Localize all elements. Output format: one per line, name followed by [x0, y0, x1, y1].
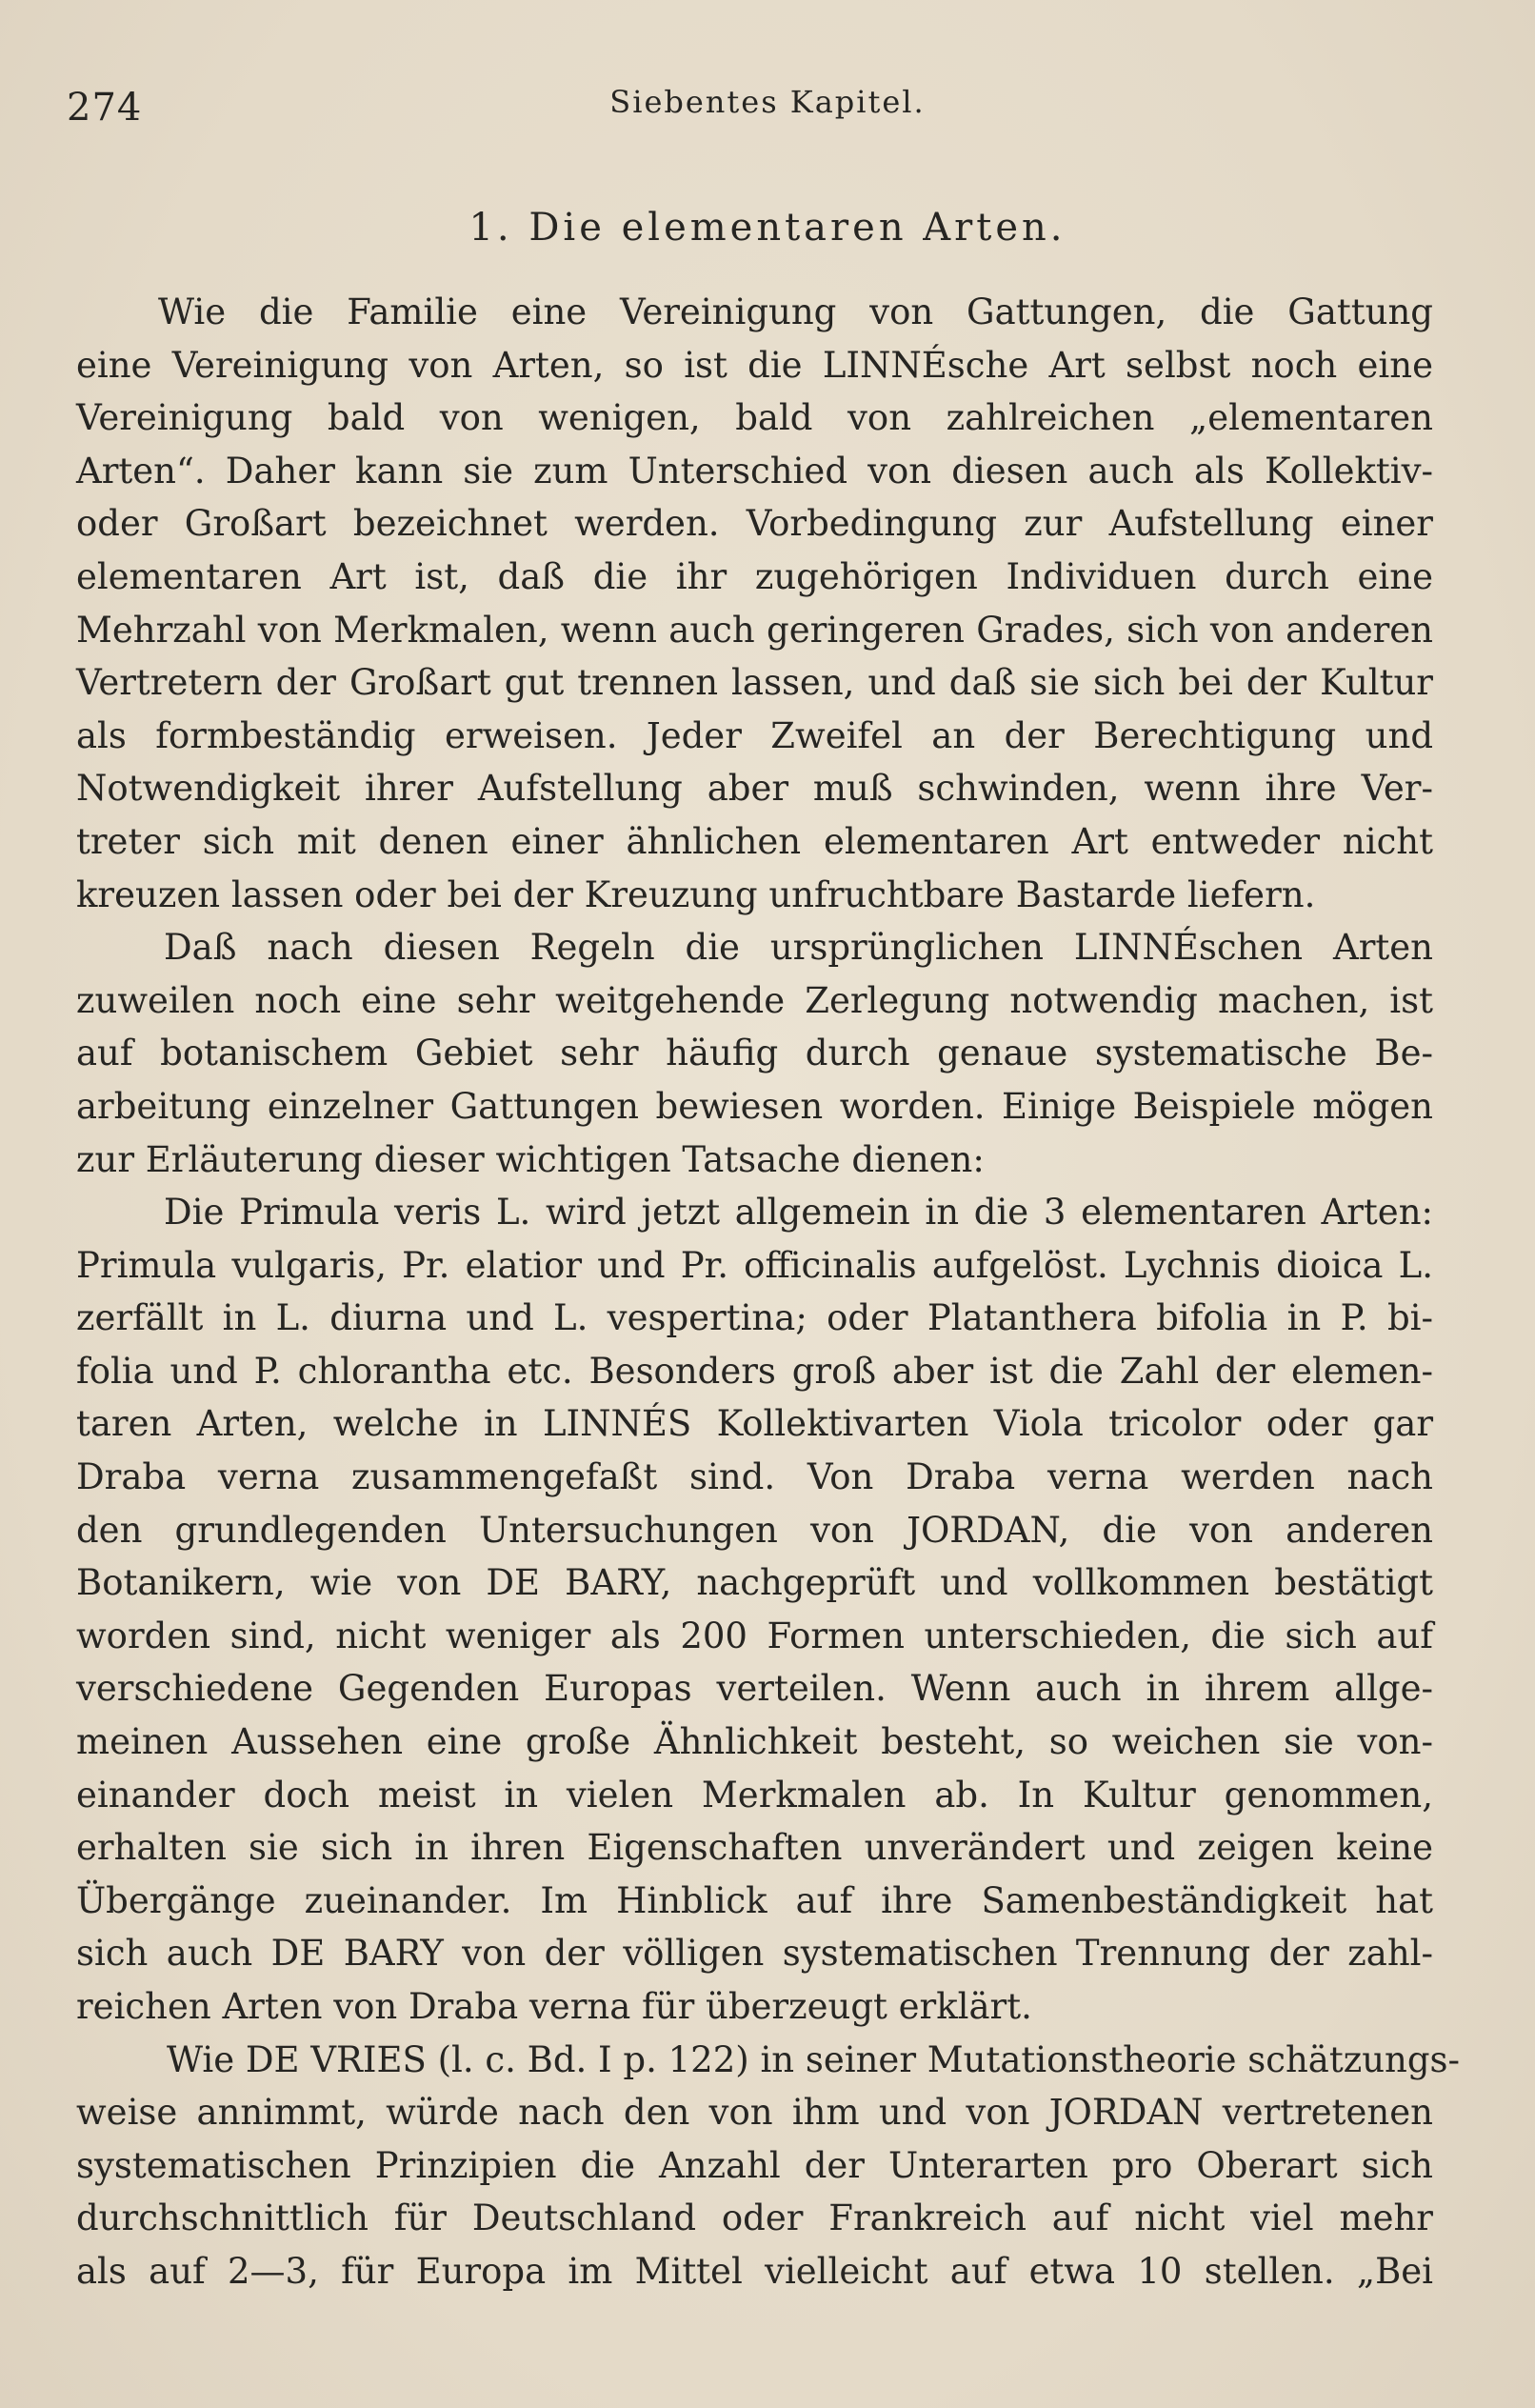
text-line: Übergänge zueinander. Im Hinblick auf ihre Samenbeständigkeit hat [76, 1879, 1433, 1921]
section-heading: 1. Die elementaren Arten. [468, 206, 1067, 250]
running-title: Siebentes Kapitel. [609, 84, 926, 120]
text-line: zerfällt in L. diurna und L. vespertina; oder Platanthera bifolia in P. bi- [76, 1297, 1433, 1339]
text-line: meinen Aussehen eine große Ähnlichkeit besteht, so weichen sie von- [76, 1721, 1433, 1763]
text-line: verschiedene Gegenden Europas verteilen. Wenn auch in ihrem allge- [76, 1668, 1433, 1710]
text-line: oder Großart bezeichnet werden. Vorbedingung zur Aufstellung einer [76, 503, 1433, 545]
text-line: Primula vulgaris, Pr. elatior und Pr. officinalis aufgelöst. Lychnis dioica L. [76, 1244, 1433, 1286]
text-line: reichen Arten von Draba verna für überzeugt erklärt. [76, 1986, 1032, 2027]
text-line: Daß nach diesen Regeln die ursprünglichen LINNÉschen Arten [164, 927, 1433, 969]
text-line: elementaren Art ist, daß die ihr zugehörigen Individuen durch eine [76, 555, 1433, 597]
text-line: Vereinigung bald von wenigen, bald von zahlreichen „elementaren [76, 397, 1433, 439]
text-line: durchschnittlich für Deutschland oder Frankreich auf nicht viel mehr [76, 2197, 1433, 2239]
page-number: 274 [67, 86, 143, 130]
text-line: Wie DE VRIES (l. c. Bd. I p. 122) in seiner Mutationstheorie schätzungs- [167, 2038, 1461, 2080]
text-line: sich auch DE BARY von der völligen systematischen Trennung der zahl- [76, 1933, 1433, 1975]
text-line: Arten“. Daher kann sie zum Unterschied von diesen auch als Kollektiv- [76, 450, 1433, 492]
text-line: Vertretern der Großart gut trennen lassen, und daß sie sich bei der Kultur [76, 662, 1433, 704]
text-line: als formbeständig erweisen. Jeder Zweifel an der Berechtigung und [76, 714, 1433, 756]
text-line: eine Vereinigung von Arten, so ist die LINNÉsche Art selbst noch eine [76, 344, 1433, 386]
text-line: worden sind, nicht weniger als 200 Formen unterschieden, die sich auf [76, 1615, 1433, 1656]
text-line: Draba verna zusammengefaßt sind. Von Draba verna werden nach [76, 1456, 1433, 1498]
text-line: Wie die Familie eine Vereinigung von Gattungen, die Gattung [158, 291, 1433, 332]
text-line: systematischen Prinzipien die Anzahl der Unterarten pro Oberart sich [76, 2144, 1433, 2186]
text-line: kreuzen lassen oder bei der Kreuzung unfruchtbare Bastarde liefern. [76, 873, 1316, 915]
text-line: erhalten sie sich in ihren Eigenschaften unverändert und zeigen keine [76, 1827, 1433, 1869]
text-line: treter sich mit denen einer ähnlichen elementaren Art entweder nicht [76, 820, 1433, 862]
text-line: den grundlegenden Untersuchungen von JORDAN, die von anderen [76, 1509, 1433, 1551]
text-line: Notwendigkeit ihrer Aufstellung aber muß schwinden, wenn ihre Ver- [76, 768, 1433, 810]
text-line: zuweilen noch eine sehr weitgehende Zerlegung notwendig machen, ist [76, 979, 1433, 1021]
text-line: Die Primula veris L. wird jetzt allgemein in die 3 elementaren Arten: [164, 1192, 1433, 1234]
text-line: als auf 2—3, für Europa im Mittel vielleicht auf etwa 10 stellen. „Bei [76, 2250, 1433, 2292]
text-line: arbeitung einzelner Gattungen bewiesen worden. Einige Beispiele mögen [76, 1085, 1433, 1127]
text-line: folia und P. chlorantha etc. Besonders groß aber ist die Zahl der elemen- [76, 1350, 1433, 1392]
text-line: Mehrzahl von Merkmalen, wenn auch geringeren Grades, sich von anderen [76, 609, 1433, 651]
text-line: weise annimmt, würde nach den von ihm und von JORDAN vertretenen [76, 2092, 1433, 2134]
running-head [0, 78, 1535, 135]
text-line: taren Arten, welche in LINNÉS Kollektivarten Viola tricolor oder gar [76, 1403, 1433, 1445]
text-line: Botanikern, wie von DE BARY, nachgeprüft und vollkommen bestätigt [76, 1562, 1433, 1604]
body-text [76, 286, 1461, 2298]
text-line: auf botanischem Gebiet sehr häufig durch genaue systematische Be- [76, 1033, 1433, 1074]
text-line: einander doch meist in vielen Merkmalen ab. In Kultur genommen, [76, 1774, 1433, 1816]
text-line: zur Erläuterung dieser wichtigen Tatsache dienen: [76, 1138, 985, 1180]
